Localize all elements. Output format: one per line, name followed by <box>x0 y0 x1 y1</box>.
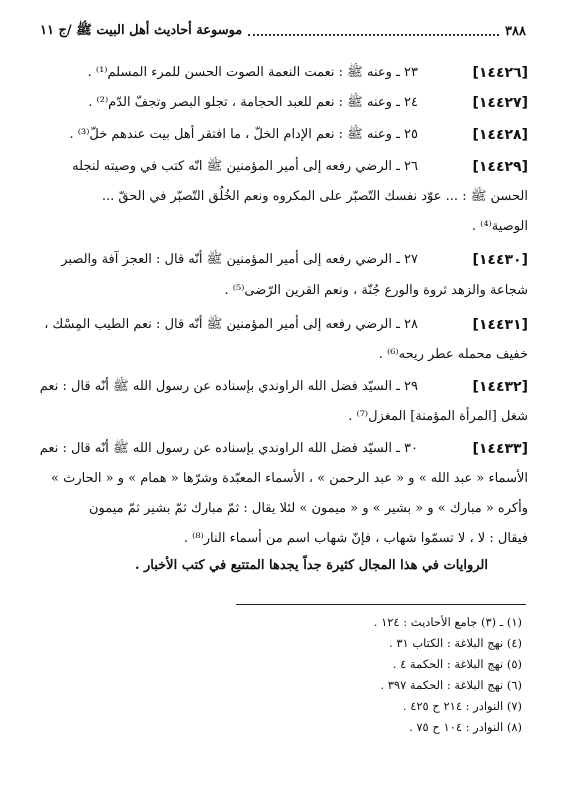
entry-line <box>40 58 528 88</box>
entry-text: ٢٥ ـ وعنه ﷺ : نعم الإدام الخلّ ، ما افتقر أهل بيت عندهم خلّ⁽³⁾ . <box>69 127 418 142</box>
entry-number: [١٤٤٣١] <box>472 317 528 333</box>
entry-line <box>40 120 528 150</box>
footnote-separator <box>236 604 526 605</box>
entry-continuation <box>40 524 528 554</box>
entry-continuation <box>40 340 528 370</box>
entry-text: الحسن ﷺ : ... عوّد نفسك التّصبّر على المكروه ونعم الخُلُق التّصبّر في الحقّ ... <box>101 189 528 204</box>
entry-text: ٢٨ ـ الرضي رفعه إلى أمير المؤمنين ﷺ أنّه قال : نعم الطيب المِسْك ، <box>44 317 418 332</box>
header-dotted-leader <box>248 26 499 36</box>
entry-text: خفيف محمله عطر ريحه⁽⁶⁾ . <box>378 347 528 362</box>
entry-continuation <box>40 402 528 432</box>
footnote: (٥) نهج البلاغة : الحكمة ٤ . <box>392 657 522 671</box>
entry-line <box>40 88 528 118</box>
entry-number: [١٤٤٢٧] <box>472 95 528 111</box>
entry-number: [١٤٤٢٩] <box>472 159 528 175</box>
entry-line <box>40 310 528 340</box>
footnote: (٦) نهج البلاغة : الحكمة ٣٩٧ . <box>380 678 522 692</box>
entry-text: الوصية⁽⁴⁾ . <box>471 219 528 234</box>
entry-number: [١٤٤٢٨] <box>472 127 528 143</box>
entry-continuation <box>40 494 528 524</box>
entry-number: [١٤٤٣٠] <box>472 252 528 268</box>
entry-continuation <box>40 464 528 494</box>
entry-number: [١٤٤٢٦] <box>472 65 528 81</box>
running-title: موسوعة أحاديث أهل البيت ﷺ /ج ١١ <box>40 22 243 38</box>
footnote: (٨) النوادر : ١٠٤ ح ٧٥ . <box>409 720 522 734</box>
entry-line <box>40 245 528 275</box>
footnote: (٤) نهج البلاغة : الكتاب ٣١ . <box>389 636 522 650</box>
entry-text: ٢٩ ـ السيّد فضل الله الراوندي بإسناده عن رسول الله ﷺ أنّه قال : نعم <box>40 379 418 394</box>
entry-text: الأسماء « عبد الله » و « عبد الرحمن » ، الأسماء المعبّدة وشرّها « همام » و « الحارث » <box>51 471 528 486</box>
entry-number: [١٤٤٣٣] <box>472 441 528 457</box>
entry-line <box>40 372 528 402</box>
entry-continuation <box>40 212 528 242</box>
entry-line <box>40 152 528 182</box>
footnote: (٧) النوادر : ٢١٤ ح ٤٢٥ . <box>402 699 522 713</box>
entry-text: شجاعة والزهد ثروة والورع جُنّة ، ونعم القرين الرّضى⁽⁵⁾ . <box>224 283 528 298</box>
closing-note: الروايات في هذا المجال كثيرة جداً يجدها المتتبع في كتب الأخبار . <box>134 558 488 573</box>
entry-text: ٣٠ ـ السيّد فضل الله الراوندي بإسناده عن رسول الله ﷺ أنّه قال : نعم <box>40 441 418 456</box>
page-header <box>40 18 526 44</box>
entry-text: فيقال : لا ، لا تسمّوا شهاب ، فإنّ شهاب اسم من أسماء النار⁽⁸⁾ . <box>183 531 528 546</box>
entry-text: ٢٧ ـ الرضي رفعه إلى أمير المؤمنين ﷺ أنّه قال : العجز آفة والصبر <box>61 252 418 267</box>
entry-text: ٢٦ ـ الرضي رفعه إلى أمير المؤمنين ﷺ انّه كتب في وصيته لنجله <box>72 159 418 174</box>
entry-continuation <box>40 276 528 306</box>
entry-continuation <box>40 182 528 212</box>
entry-text: شغل [المرأة المؤمنة] المغزل⁽⁷⁾ . <box>348 409 528 424</box>
footnotes <box>40 612 522 738</box>
footnote: (١) ـ (٣) جامع الأحاديث : ١٢٤ . <box>373 615 522 629</box>
entry-text: وأكره « مبارك » و « بشير » و « ميمون » لئلا يقال : ثمّ مبارك ثمّ بشير ثمّ ميمون <box>88 501 528 516</box>
page-number: ٣٨٨ <box>505 23 526 39</box>
entry-text: ٢٣ ـ وعنه ﷺ : نعمت النعمة الصوت الحسن للمرء المسلم⁽¹⁾ . <box>87 65 418 80</box>
entry-text: ٢٤ ـ وعنه ﷺ : نعم للعبد الحجامة ، تجلو البصر وتجفّ الدّم⁽²⁾ . <box>88 95 418 110</box>
entry-number: [١٤٤٣٢] <box>472 379 528 395</box>
entry-line <box>40 434 528 464</box>
